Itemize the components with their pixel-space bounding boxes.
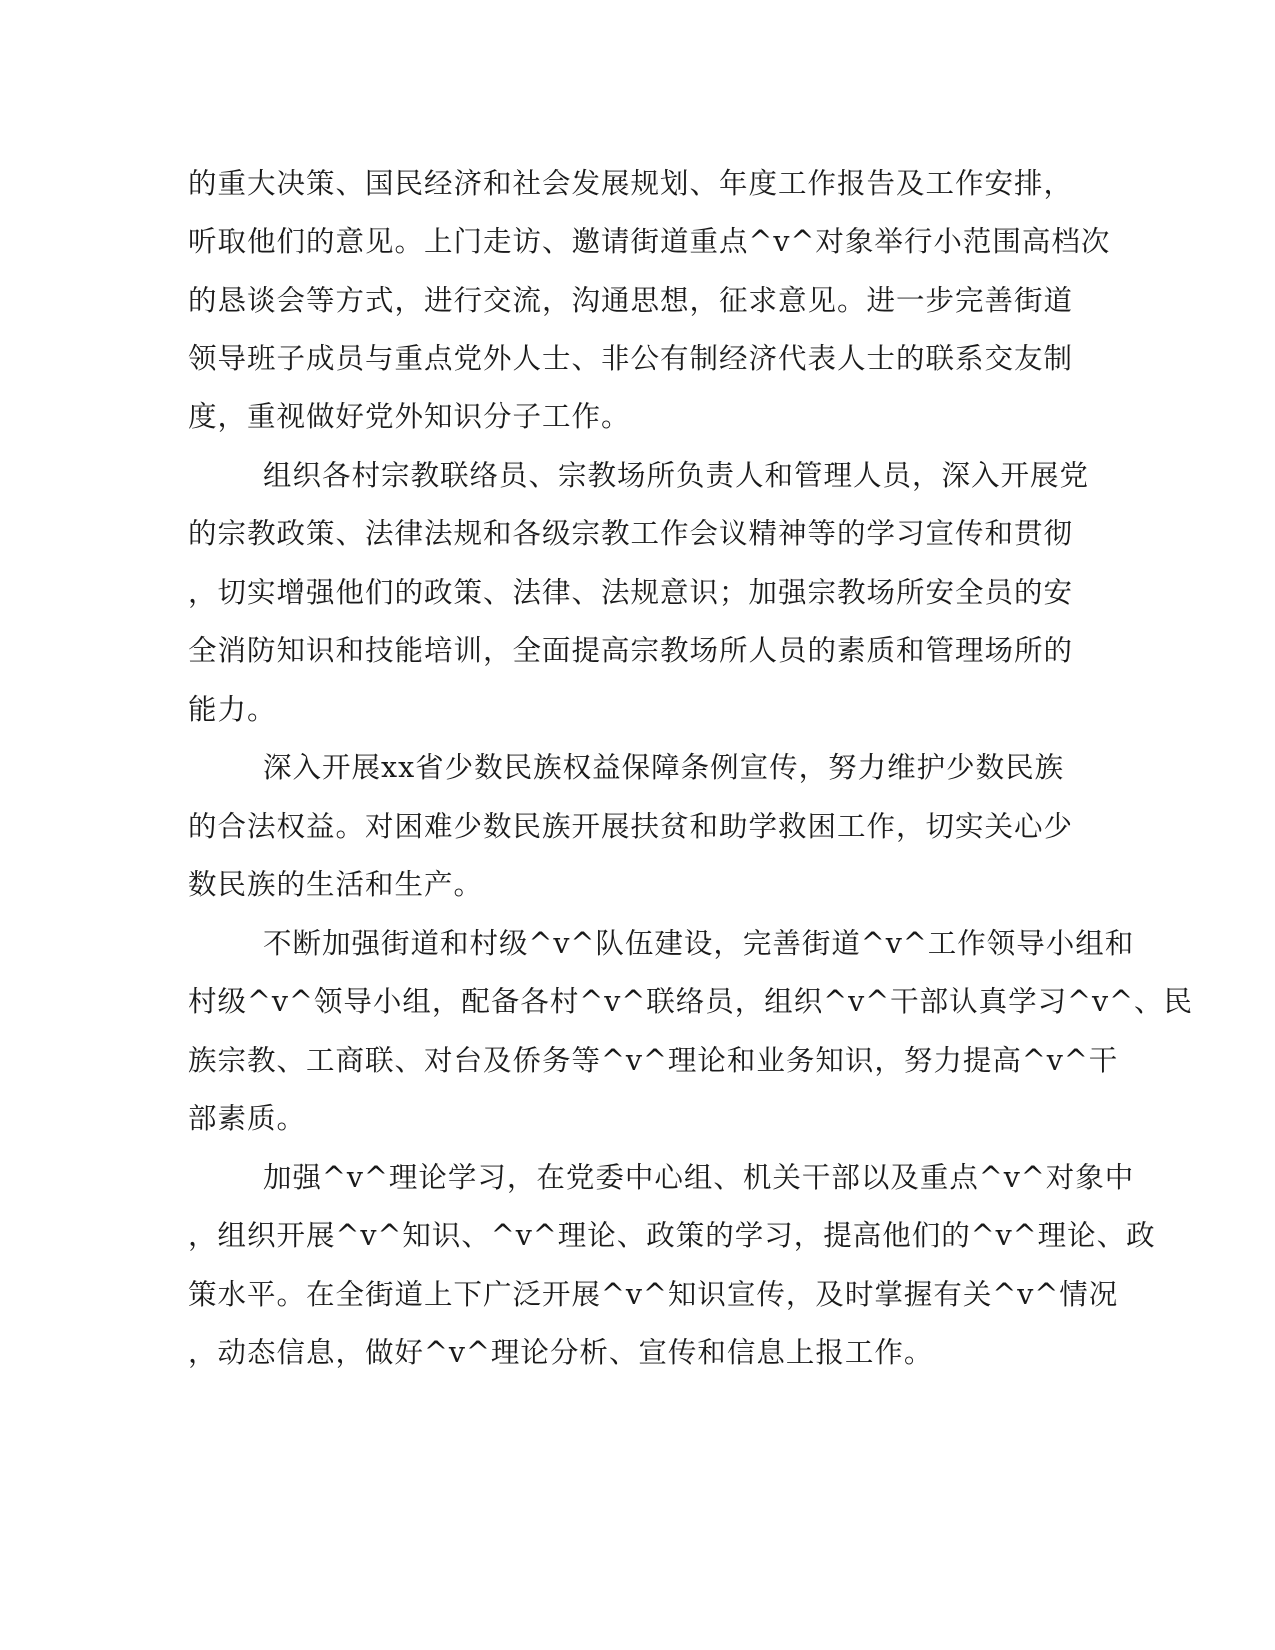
text-line: 领导班子成员与重点党外人士、非公有制经济代表人士的联系交友制 — [188, 342, 1074, 375]
text-line: ，动态信息，做好^v^理论分析、宣传和信息上报工作。 — [188, 1336, 934, 1369]
text-line: 村级^v^领导小组，配备各村^v^联络员，组织^v^干部认真学习^v^、民 — [188, 985, 1193, 1018]
text-line: 的重大决策、国民经济和社会发展规划、年度工作报告及工作安排， — [188, 167, 1074, 200]
text-line: 策水平。在全街道上下广泛开展^v^知识宣传，及时掌握有关^v^情况 — [188, 1278, 1119, 1311]
text-line: ，组织开展^v^知识、^v^理论、政策的学习，提高他们的^v^理论、政 — [188, 1219, 1156, 1252]
text-line: 听取他们的意见。上门走访、邀请街道重点^v^对象举行小范围高档次 — [188, 225, 1111, 258]
text-line: 深入开展xx省少数民族权益保障条例宣传，努力维护少数民族 — [263, 751, 1065, 784]
text-line: 能力。 — [188, 693, 277, 726]
text-line: 度，重视做好党外知识分子工作。 — [188, 400, 631, 433]
text-line: 加强^v^理论学习，在党委中心组、机关干部以及重点^v^对象中 — [263, 1161, 1135, 1194]
text-line: 数民族的生活和生产。 — [188, 868, 484, 901]
text-line: 不断加强街道和村级^v^队伍建设，完善街道^v^工作领导小组和 — [263, 927, 1135, 960]
text-line: 的宗教政策、法律法规和各级宗教工作会议精神等的学习宣传和贯彻 — [188, 517, 1074, 550]
text-line: ，切实增强他们的政策、法律、法规意识；加强宗教场所安全员的安 — [188, 576, 1074, 609]
text-line: 组织各村宗教联络员、宗教场所负责人和管理人员，深入开展党 — [263, 459, 1090, 492]
text-line: 全消防知识和技能培训，全面提高宗教场所人员的素质和管理场所的 — [188, 634, 1074, 667]
text-line: 的合法权益。对困难少数民族开展扶贫和助学救困工作，切实关心少 — [188, 810, 1074, 843]
text-line: 的恳谈会等方式，进行交流，沟通思想，征求意见。进一步完善街道 — [188, 284, 1074, 317]
text-line: 部素质。 — [188, 1102, 307, 1135]
text-line: 族宗教、工商联、对台及侨务等^v^理论和业务知识，努力提高^v^干 — [188, 1044, 1119, 1077]
